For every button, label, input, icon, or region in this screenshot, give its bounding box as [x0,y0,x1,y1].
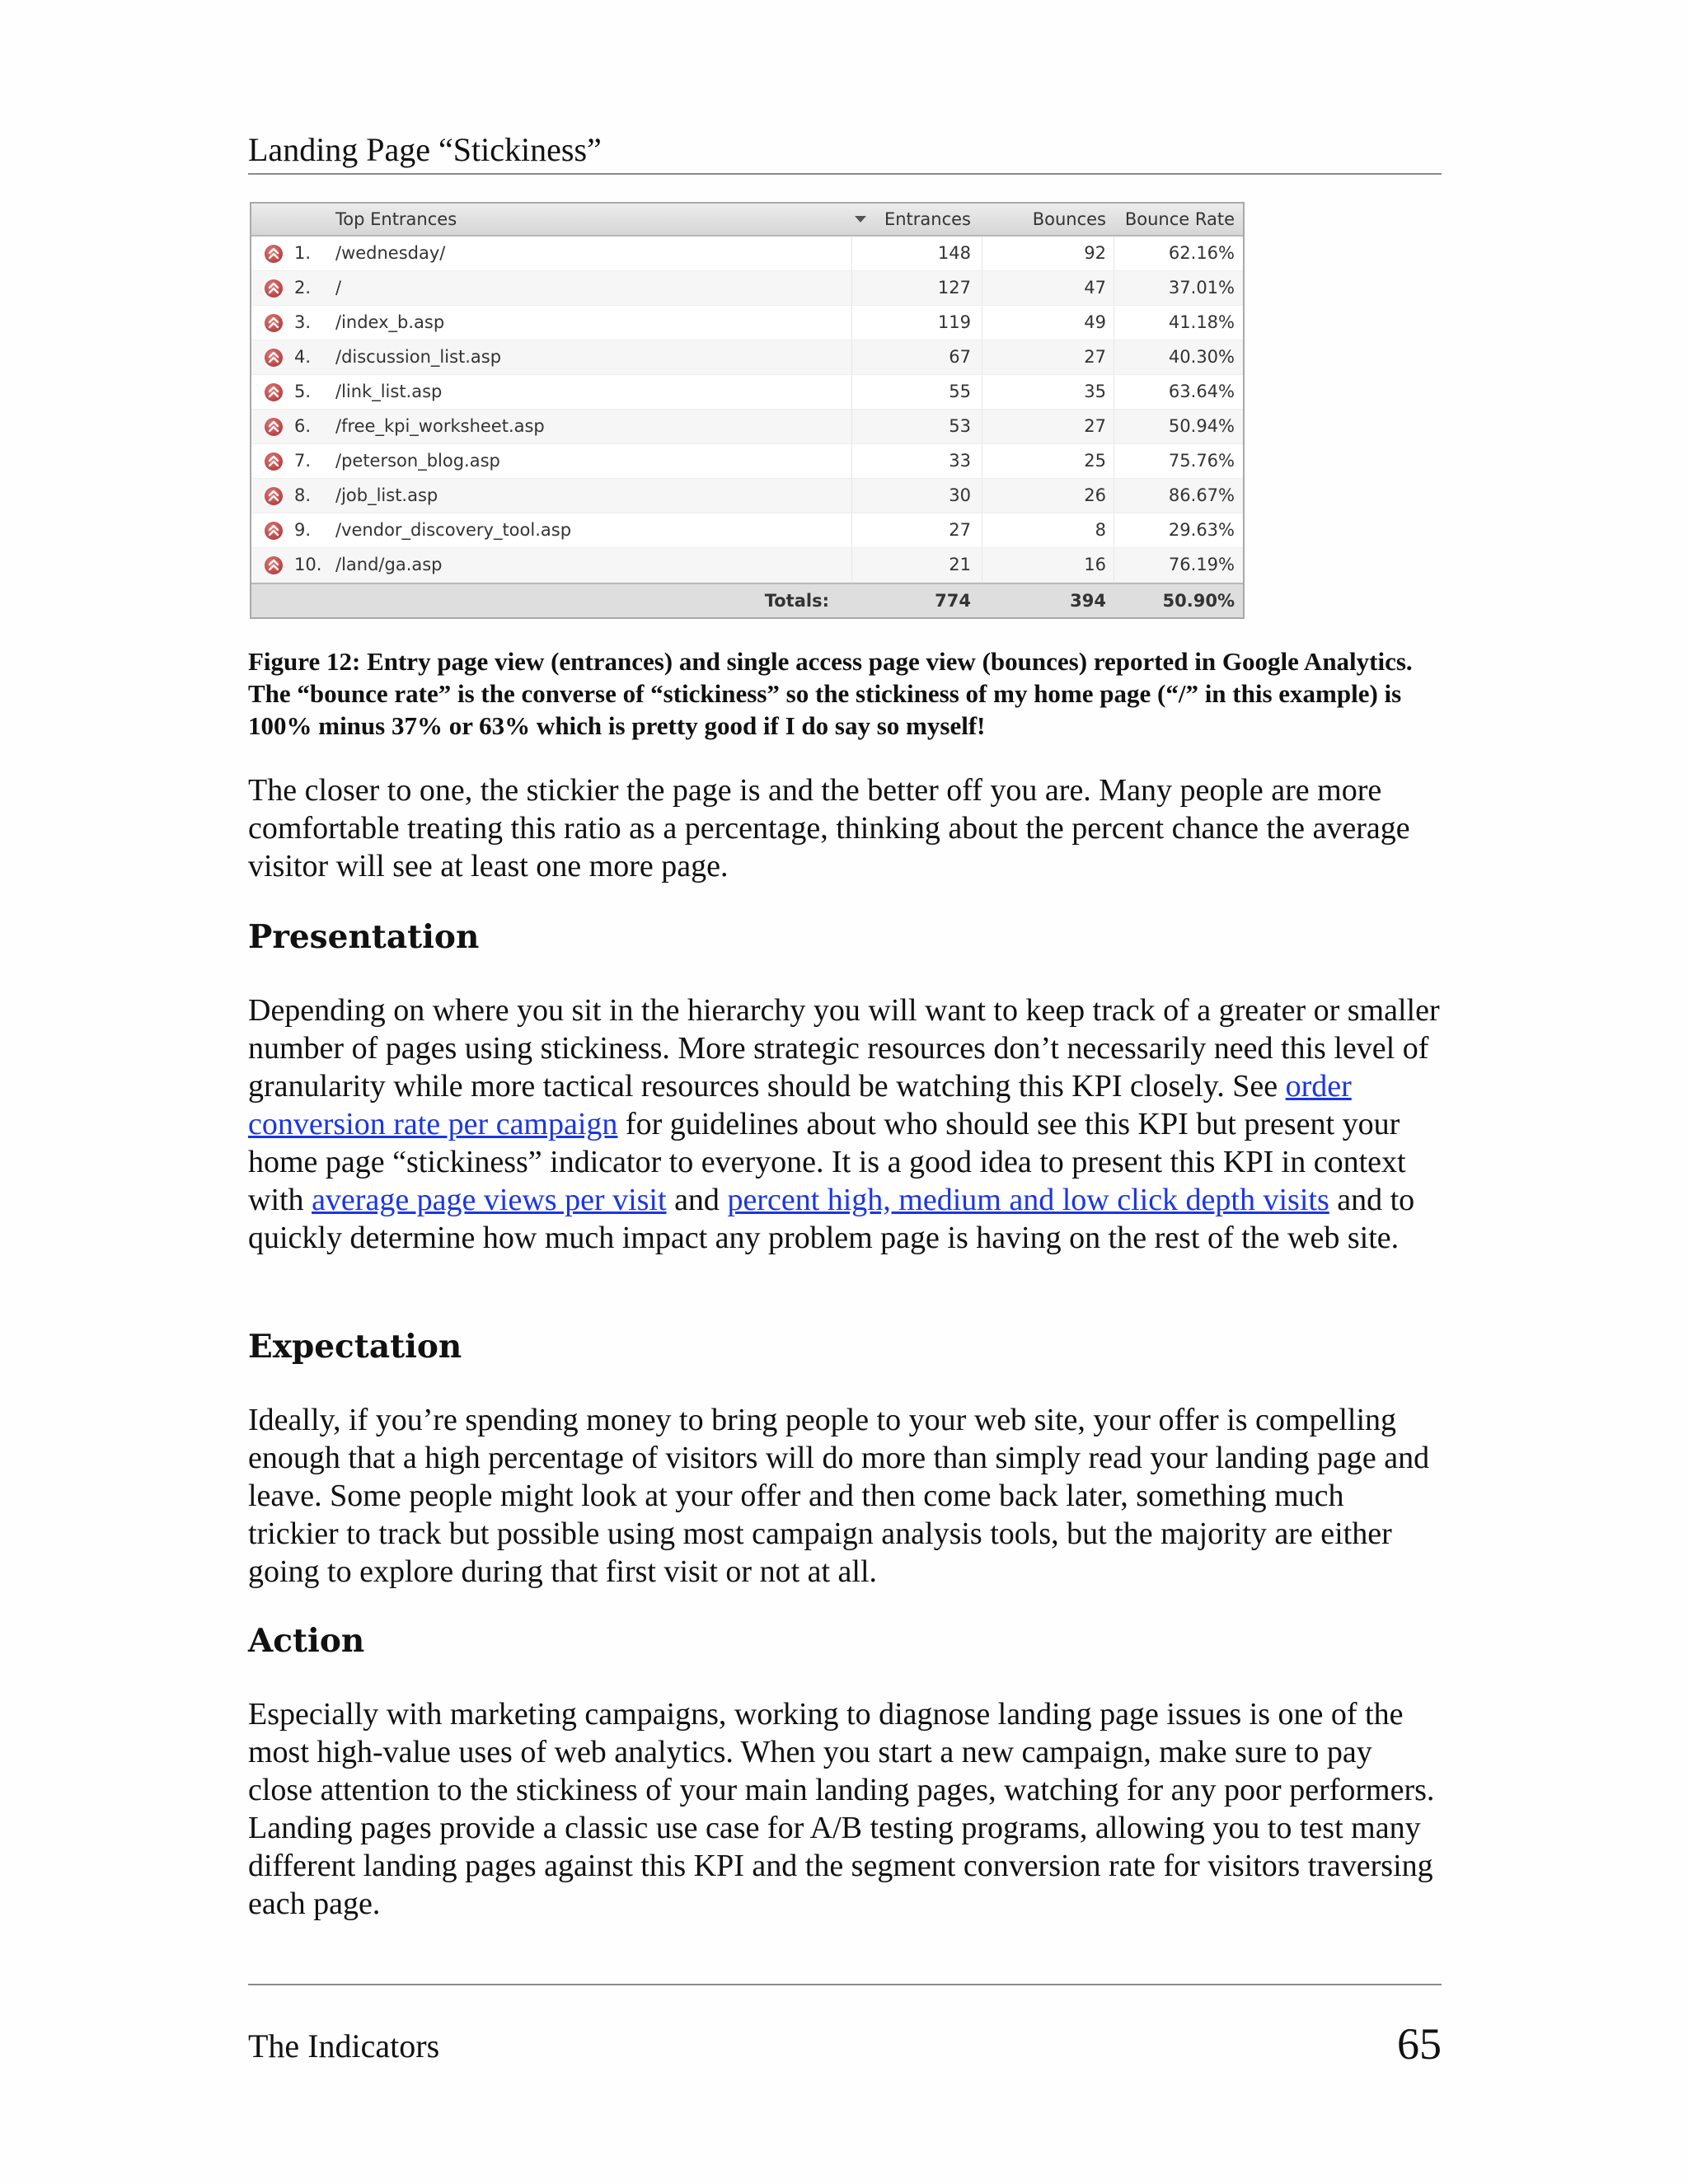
top-entrances-report [250,202,1245,619]
expand-row-icon[interactable] [265,314,283,332]
table-row [251,237,1243,271]
sort-descending-icon[interactable] [855,216,866,223]
column-header-bounces[interactable]: Bounces [1032,209,1106,229]
expand-row-icon[interactable] [265,349,283,367]
bounces-value: 27 [1084,416,1106,436]
bounce-rate-value: 29.63% [1168,520,1235,540]
landing-page-path[interactable]: /vendor_discovery_tool.asp [335,520,572,540]
order-conversion-rate-link[interactable]: order conversion rate per campaign [248,1069,1352,1141]
page-header-title: Landing Page “Stickiness” [248,131,602,168]
expand-row-icon[interactable] [265,452,283,471]
row-number: 3. [294,312,312,332]
presentation-text-2: for guidelines about who should see this KPI but present your home page “stickiness” indicator to everyone. It is a good idea to present this KPI in context with [248,1107,1406,1217]
footer-divider [248,1984,1442,1985]
column-header-entrances[interactable]: Entrances [884,209,971,229]
action-heading: Action [248,1622,365,1660]
expand-row-icon[interactable] [265,279,283,298]
bounces-value: 8 [1095,520,1106,540]
row-number: 7. [294,451,312,471]
bounce-rate-value: 86.67% [1168,485,1235,505]
presentation-text-1: Depending on where you sit in the hierarchy you will want to keep track of a greater or smaller number of pages using stickiness. More strategic resources don’t necessarily need this level of granularity while more tactical resources should be watching this KPI closely. See [248,993,1440,1104]
entrances-value: 33 [949,451,971,471]
table-row [251,513,1243,548]
bounces-value: 25 [1084,451,1106,471]
landing-page-path[interactable]: /free_kpi_worksheet.asp [335,416,545,436]
bounce-rate-value: 75.76% [1168,451,1235,471]
landing-page-path[interactable]: /job_list.asp [335,485,438,505]
landing-page-path[interactable]: /wednesday/ [335,243,446,263]
action-paragraph: Especially with marketing campaigns, working to diagnose landing page issues is one of the most high-value uses of web analytics. When you start a new campaign, make sure to pay close attention to the stickiness of your main landing pages, watching for any poor performers. Landing pages provide a classic use case for A/B testing programs, allowing you to test many different landing pages against this KPI and the segment conversion rate for visitors traversing each page. [248,1697,1435,1921]
average-page-views-link[interactable]: average page views per visit [312,1183,667,1217]
bounce-rate-value: 62.16% [1168,243,1235,263]
table-row [251,340,1243,375]
entrances-value: 67 [949,347,971,367]
column-divider [851,340,852,374]
table-row [251,410,1243,444]
bounces-value: 35 [1084,382,1106,401]
bounce-rate-value: 50.94% [1168,416,1235,436]
totals-bounces: 394 [1070,591,1106,611]
expectation-heading: Expectation [248,1328,462,1366]
row-number: 2. [294,278,312,298]
table-row [251,375,1243,410]
bounce-rate-value: 41.18% [1168,312,1235,332]
expand-row-icon[interactable] [265,383,283,401]
report-header-row [251,204,1243,237]
expand-row-icon[interactable] [265,556,283,574]
row-number: 9. [294,520,312,540]
column-divider [851,237,852,270]
landing-page-path[interactable]: /index_b.asp [335,312,445,332]
column-divider [851,306,852,340]
entrances-value: 53 [949,416,971,436]
landing-page-path[interactable]: /land/ga.asp [335,555,443,574]
entrances-value: 148 [937,243,971,263]
column-divider [851,513,852,547]
bounces-value: 27 [1084,347,1106,367]
row-number: 4. [294,347,312,367]
row-number: 10. [294,555,322,574]
column-header-top-entrances[interactable]: Top Entrances [335,209,457,229]
table-row [251,479,1243,513]
bounce-rate-value: 40.30% [1168,347,1235,367]
totals-label: Totals: [764,591,829,611]
bounces-value: 49 [1084,312,1106,332]
landing-page-path[interactable]: / [335,278,342,298]
landing-page-path[interactable]: /discussion_list.asp [335,347,502,367]
table-row [251,306,1243,340]
click-depth-visits-link[interactable]: percent high, medium and low click depth visits [727,1183,1329,1217]
entrances-value: 27 [949,520,971,540]
table-row [251,444,1243,479]
bounce-rate-value: 76.19% [1168,555,1235,574]
column-divider [851,444,852,478]
column-header-bounce-rate[interactable]: Bounce Rate [1124,209,1235,229]
bounces-value: 47 [1084,278,1106,298]
column-divider [851,375,852,409]
column-divider [851,479,852,513]
totals-bounce-rate: 50.90% [1162,591,1235,611]
footer-section-title: The Indicators [248,2027,440,2064]
report-rows [251,237,1243,583]
expand-row-icon[interactable] [265,522,283,540]
presentation-text-4: and to quickly determine how much impact any problem page is having on the rest of the web site. [248,1183,1415,1255]
landing-page-path[interactable]: /peterson_blog.asp [335,451,500,471]
bounce-rate-value: 63.64% [1168,382,1235,401]
expectation-paragraph: Ideally, if you’re spending money to bring people to your web site, your offer is compelling enough that a high percentage of visitors will do more than simply read your landing page and leave. Some people might look at your offer and then come back later, something much trickier to track but possible using most campaign analysis tools, but the majority are either going to explore during that first visit or not at all. [248,1403,1430,1589]
bounces-value: 16 [1084,555,1106,574]
column-divider [851,271,852,305]
presentation-paragraph [248,991,1442,1257]
column-divider [851,410,852,443]
figure-caption: Figure 12: Entry page view (entrances) and single access page view (bounces) reported in Google Analytics. The “bounce rate” is the converse of “stickiness” so the stickiness of my home page (“/” in this example) is 100% minus 37% or 63% which is pretty good if I do say so myself! [248,647,1413,740]
expand-row-icon[interactable] [265,487,283,505]
table-row [251,271,1243,306]
report-totals-row [251,583,1243,617]
entrances-value: 55 [949,382,971,401]
presentation-text-3: and [666,1183,728,1217]
presentation-heading: Presentation [248,918,480,956]
entrances-value: 127 [937,278,971,298]
totals-entrances: 774 [935,591,971,611]
entrances-value: 21 [949,555,971,574]
expand-row-icon[interactable] [265,245,283,263]
expand-row-icon[interactable] [265,418,283,436]
landing-page-path[interactable]: /link_list.asp [335,382,443,401]
header-divider [248,173,1442,175]
row-number: 1. [294,243,312,263]
bounces-value: 26 [1084,485,1106,505]
row-number: 8. [294,485,312,505]
column-divider [851,548,852,582]
page-number: 65 [1397,2019,1442,2069]
table-row [251,548,1243,583]
row-number: 6. [294,416,312,436]
row-number: 5. [294,382,312,401]
entrances-value: 30 [949,485,971,505]
bounce-rate-value: 37.01% [1168,278,1235,298]
entrances-value: 119 [937,312,971,332]
intro-paragraph: The closer to one, the stickier the page is and the better off you are. Many people are more comfortable treating this ratio as a percentage, thinking about the percent chance the average visitor will see at least one more page. [248,773,1410,883]
bounces-value: 92 [1084,243,1106,263]
